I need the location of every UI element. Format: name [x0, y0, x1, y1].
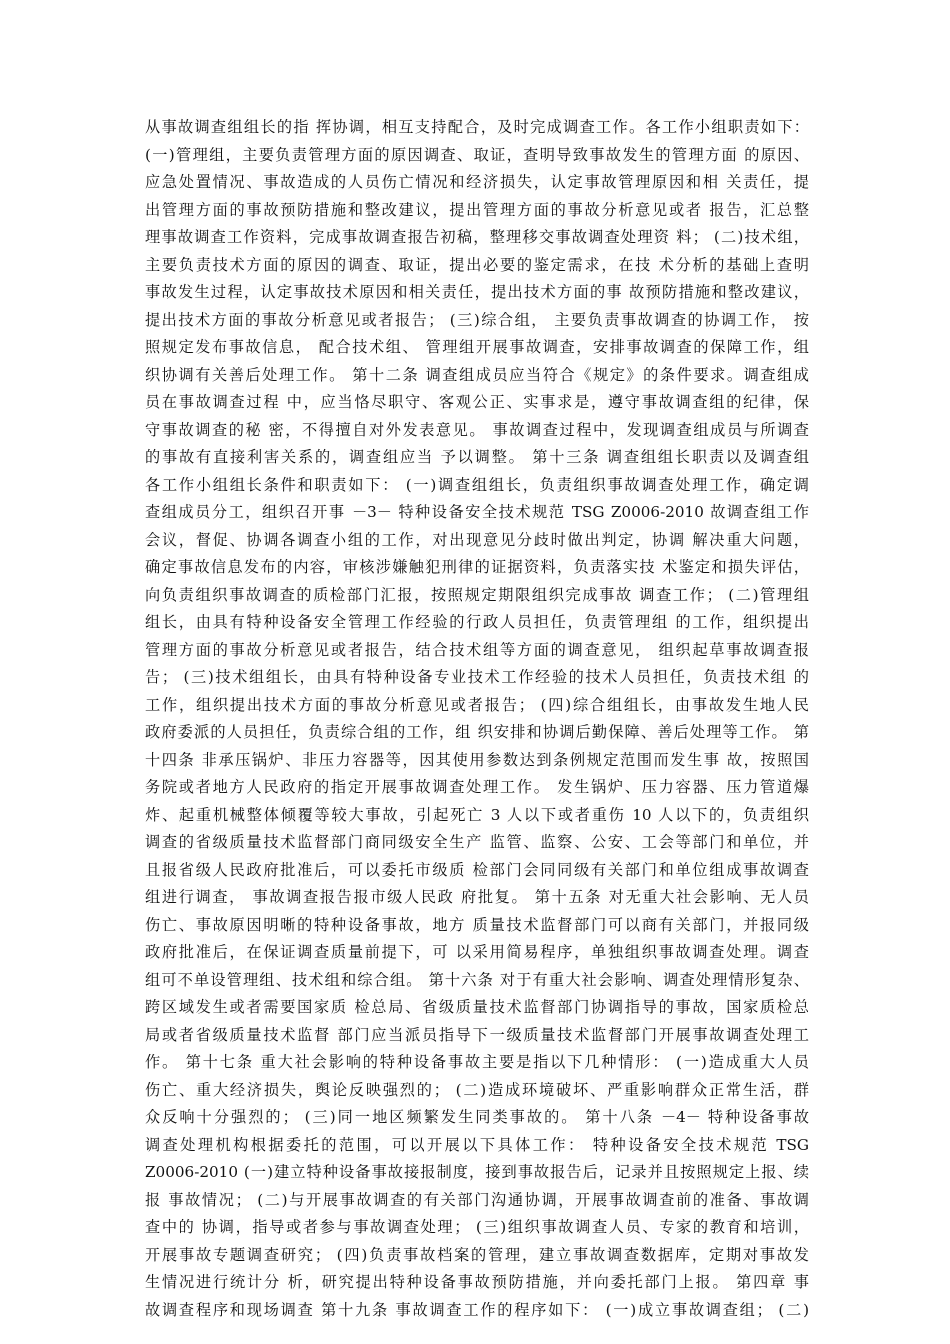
text-line: 众反响十分强烈的； (三)同一地区频繁发生同类事故的。 第十八条 －4－ 特种设备事故: [145, 1108, 809, 1126]
text-line: 管理方面的事故分析意见或者报告，结合技术组等方面的调查意见， 组织起草事故调查报: [145, 640, 809, 659]
text-line: 局或者省级质量技术监督 部门应当派员指导下一级质量技术监督部门开展事故调查处理工: [145, 1025, 809, 1044]
text-line: 织协调有关善后处理工作。 第十二条 调查组成员应当符合《规定》的条件要求。调查组成: [145, 365, 809, 384]
text-line: 故调查程序和现场调查 第十九条 事故调查工作的程序如下： (一)成立事故调查组； (二): [145, 1300, 809, 1319]
text-line: 政府委派的人员担任，负责综合组的工作，组 织安排和协调后勤保障、善后处理等工作。 第: [145, 723, 809, 741]
text-line: (一)管理组，主要负责管理方面的原因调查、取证，查明导致事故发生的管理方面 的原因、: [145, 145, 809, 164]
text-line: 务院或者地方人民政府的指定开展事故调查处理工作。 发生锅炉、压力容器、压力管道爆: [145, 778, 809, 796]
text-line: 事故发生过程，认定事故技术原因和相关责任，提出技术方面的事 故预防措施和整改建议，: [145, 283, 809, 301]
text-line: 政府批准后，在保证调查质量前提下，可 以采用简易程序，单独组织事故调查处理。调查: [145, 943, 809, 961]
text-line: 确定事故信息发布的内容，审核涉嫌触犯刑律的证据资料，负责落实技 术鉴定和损失评估，: [145, 558, 809, 576]
text-line: 提出技术方面的事故分析意见或者报告； (三)综合组， 主要负责事故调查的协调工作， 按: [145, 310, 809, 329]
text-line: 查组成员分工，组织召开事 －3－ 特种设备安全技术规范 TSG Z0006-2010 故调查组工作: [145, 503, 809, 521]
text-line: 从事故调查组组长的指 挥协调，相互支持配合，及时完成调查工作。各工作小组职责如下：: [145, 118, 809, 136]
text-line: 工作，组织提出技术方面的事故分析意见或者报告； (四)综合组组长，由事故发生地人民: [145, 695, 809, 714]
text-line: 告； (三)技术组组长，由具有特种设备专业技术工作经验的技术人员担任，负责技术组 的: [145, 668, 809, 686]
text-line: 守事故调查的秘 密，不得擅自对外发表意见。 事故调查过程中，发现调查组成员与所调查: [145, 420, 809, 439]
text-line: 作。 第十七条 重大社会影响的特种设备事故主要是指以下几种情形： (一)造成重大人员: [145, 1053, 809, 1071]
text-line: 照规定发布事故信息， 配合技术组、 管理组开展事故调查，安排事故调查的保障工作，组: [145, 338, 809, 356]
text-line: 会议，督促、协调各调查小组的工作，对出现意见分歧时做出判定，协调 解决重大问题，: [145, 530, 809, 549]
document-page: [145, 114, 809, 1324]
text-line: Z0006-2010 (一)建立特种设备事故接报制度，接到事故报告后，记录并且按照规定上报、续: [145, 1163, 809, 1181]
text-line: 且报省级人民政府批准后，可以委托市级质 检部门会同同级有关部门和单位组成事故调查: [145, 860, 809, 879]
text-line: 跨区域发生或者需要国家质 检总局、省级质量技术监督部门协调指导的事故，国家质检总: [145, 998, 809, 1016]
text-line: 出管理方面的事故预防措施和整改建议，提出管理方面的事故分析意见或者 报告，汇总整: [145, 200, 809, 219]
text-line: 应急处置情况、事故造成的人员伤亡情况和经济损失，认定事故管理原因和相 关责任，提: [145, 173, 809, 191]
text-line: 查中的 协调，指导或者参与事故调查处理； (三)组织事故调查人员、专家的教育和培训，: [145, 1218, 809, 1236]
text-line: 组长，由具有特种设备安全管理工作经验的行政人员担任，负责管理组 的工作，组织提出: [145, 613, 809, 631]
text-line: 生情况进行统计分 析，研究提出特种设备事故预防措施，并向委托部门上报。 第四章 事: [145, 1273, 809, 1291]
text-line: 各工作小组组长条件和职责如下： (一)调查组组长，负责组织事故调查处理工作，确定调: [145, 475, 809, 494]
text-line: 报 事故情况； (二)与开展事故调查的有关部门沟通协调，开展事故调查前的准备、事故调: [145, 1190, 809, 1209]
text-line: 调查的省级质量技术监督部门商同级安全生产 监管、监察、公安、工会等部门和单位，并: [145, 833, 809, 851]
text-line: 向负责组织事故调查的质检部门汇报，按照规定期限组织完成事故 调查工作； (二)管理组: [145, 585, 809, 604]
text-line: 组进行调查， 事故调查报告报市级人民政 府批复。 第十五条 对无重大社会影响、无人员: [145, 888, 809, 906]
text-line: 十四条 非承压锅炉、非压力容器等，因其使用参数达到条例规定范围而发生事 故，按照国: [145, 750, 809, 769]
text-line: 员在事故调查过程 中，应当恪尽职守、客观公正、实事求是，遵守事故调查组的纪律，保: [145, 393, 809, 411]
text-line: 的事故有直接利害关系的，调查组应当 予以调整。 第十三条 调查组组长职责以及调查组: [145, 448, 809, 466]
text-line: 调查处理机构根据委托的范围，可以开展以下具体工作： 特种设备安全技术规范 TSG: [145, 1135, 809, 1154]
text-line: 主要负责技术方面的原因的调查、取证，提出必要的鉴定需求，在技 术分析的基础上查明: [145, 255, 809, 274]
text-line: 理事故调查工作资料，完成事故调查报告初稿，整理移交事故调查处理资 料； (二)技术组，: [145, 228, 809, 246]
text-line: 开展事故专题调查研究； (四)负责事故档案的管理，建立事故调查数据库，定期对事故发: [145, 1245, 809, 1264]
text-line: 组可不单设管理组、技术组和综合组。 第十六条 对于有重大社会影响、调查处理情形复杂、: [145, 970, 809, 989]
text-line: 伤亡、事故原因明晰的特种设备事故，地方 质量技术监督部门可以商有关部门，并报同级: [145, 915, 809, 934]
text-line: 伤亡、重大经济损失，舆论反映强烈的； (二)造成环境破坏、严重影响群众正常生活，群: [145, 1080, 809, 1099]
text-line: 炸、起重机械整体倾覆等较大事故，引起死亡 3 人以下或者重伤 10 人以下的，负责组织: [145, 805, 809, 824]
